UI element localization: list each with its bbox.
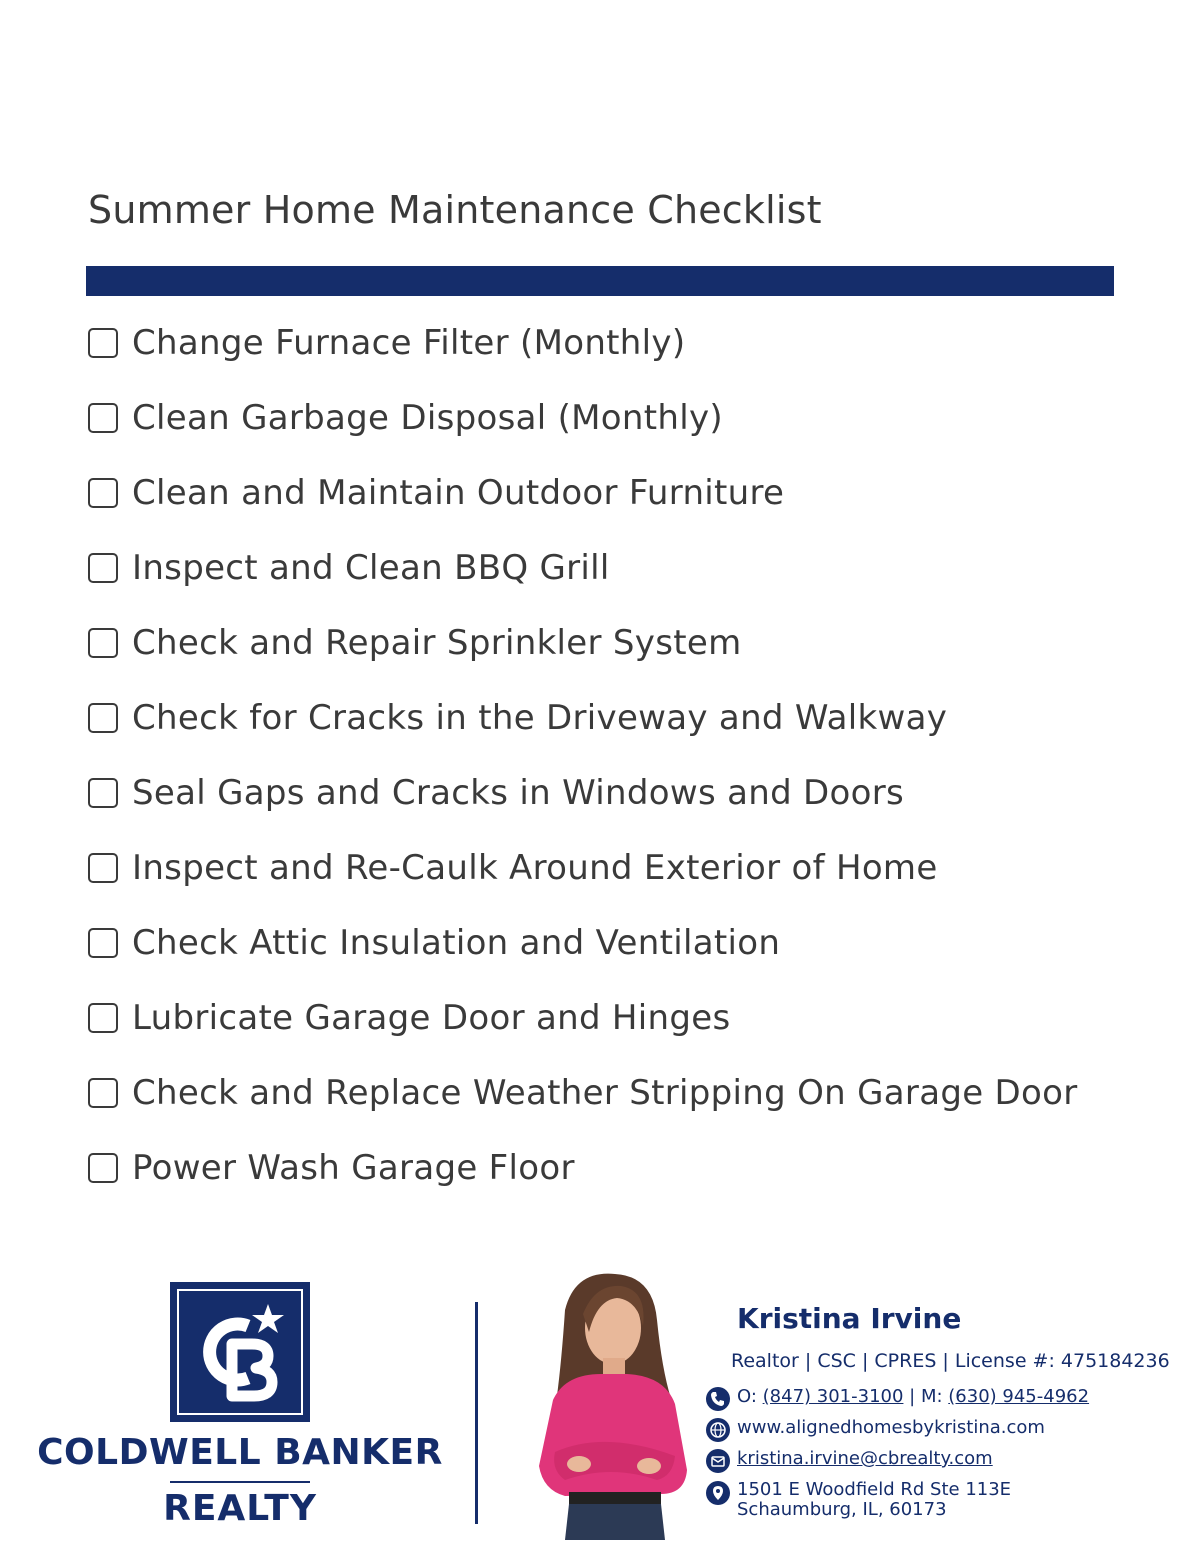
title-divider-bar (86, 266, 1114, 296)
checklist-item-label: Inspect and Clean BBQ Grill (132, 548, 610, 588)
coldwell-banker-logo (170, 1282, 310, 1422)
address-line-1: 1501 E Woodfield Rd Ste 113E (737, 1479, 1012, 1500)
agent-photo (525, 1270, 700, 1540)
checkbox[interactable] (88, 403, 118, 433)
checklist-item (88, 397, 1078, 472)
checklist-item-label: Clean Garbage Disposal (Monthly) (132, 398, 723, 438)
checkbox[interactable] (88, 1153, 118, 1183)
email-link[interactable]: kristina.irvine@cbrealty.com (737, 1448, 993, 1469)
checklist-item (88, 847, 1078, 922)
checklist-item-label: Power Wash Garage Floor (132, 1148, 575, 1188)
checkbox[interactable] (88, 703, 118, 733)
brand-divider (170, 1481, 310, 1483)
address-line-2: Schaumburg, IL, 60173 (737, 1499, 947, 1520)
checklist (88, 322, 1078, 1222)
checklist-item-label: Change Furnace Filter (Monthly) (132, 323, 686, 363)
checklist-item-label: Check for Cracks in the Driveway and Walkway (132, 698, 948, 738)
phone-icon (706, 1387, 730, 1411)
brand-subtitle: REALTY (163, 1488, 317, 1529)
checklist-item (88, 547, 1078, 622)
checklist-item (88, 997, 1078, 1072)
checkbox[interactable] (88, 478, 118, 508)
checkbox[interactable] (88, 778, 118, 808)
checklist-item-label: Check and Repair Sprinkler System (132, 623, 742, 663)
checkbox[interactable] (88, 853, 118, 883)
contact-website-row (706, 1417, 1045, 1442)
office-phone-link[interactable]: (847) 301-3100 (762, 1386, 904, 1407)
checklist-item (88, 1147, 1078, 1222)
checkbox[interactable] (88, 553, 118, 583)
footer-divider (475, 1302, 478, 1524)
checklist-item-label: Inspect and Re-Caulk Around Exterior of Home (132, 848, 938, 888)
contact-phone-row (706, 1386, 1089, 1411)
mobile-phone-prefix: | M: (903, 1386, 949, 1407)
checklist-item-label: Seal Gaps and Cracks in Windows and Doors (132, 773, 905, 813)
checklist-item-label: Clean and Maintain Outdoor Furniture (132, 473, 785, 513)
contact-email-row (706, 1448, 993, 1473)
checklist-item-label: Check and Replace Weather Stripping On Garage Door (132, 1073, 1078, 1113)
office-phone-prefix: O: (737, 1386, 763, 1407)
website-link[interactable]: www.alignedhomesbykristina.com (737, 1417, 1045, 1438)
page-title: Summer Home Maintenance Checklist (88, 188, 822, 232)
checkbox[interactable] (88, 928, 118, 958)
checklist-item (88, 1072, 1078, 1147)
checklist-item (88, 322, 1078, 397)
checklist-item (88, 922, 1078, 997)
checkbox[interactable] (88, 328, 118, 358)
checklist-item-label: Check Attic Insulation and Ventilation (132, 923, 781, 963)
checklist-item-label: Lubricate Garage Door and Hinges (132, 998, 731, 1038)
globe-icon (706, 1418, 730, 1442)
location-pin-icon (706, 1481, 730, 1505)
checklist-item (88, 697, 1078, 772)
envelope-icon (706, 1449, 730, 1473)
agent-credentials: Realtor | CSC | CPRES | License #: 475184236 (731, 1350, 1170, 1372)
mobile-phone-link[interactable]: (630) 945-4962 (948, 1386, 1090, 1407)
checkbox[interactable] (88, 628, 118, 658)
contact-address-row (706, 1480, 1011, 1520)
agent-name: Kristina Irvine (737, 1302, 962, 1335)
checklist-item (88, 472, 1078, 547)
checklist-item (88, 622, 1078, 697)
checkbox[interactable] (88, 1003, 118, 1033)
checklist-item (88, 772, 1078, 847)
brand-name: COLDWELL BANKER (37, 1432, 443, 1473)
checkbox[interactable] (88, 1078, 118, 1108)
